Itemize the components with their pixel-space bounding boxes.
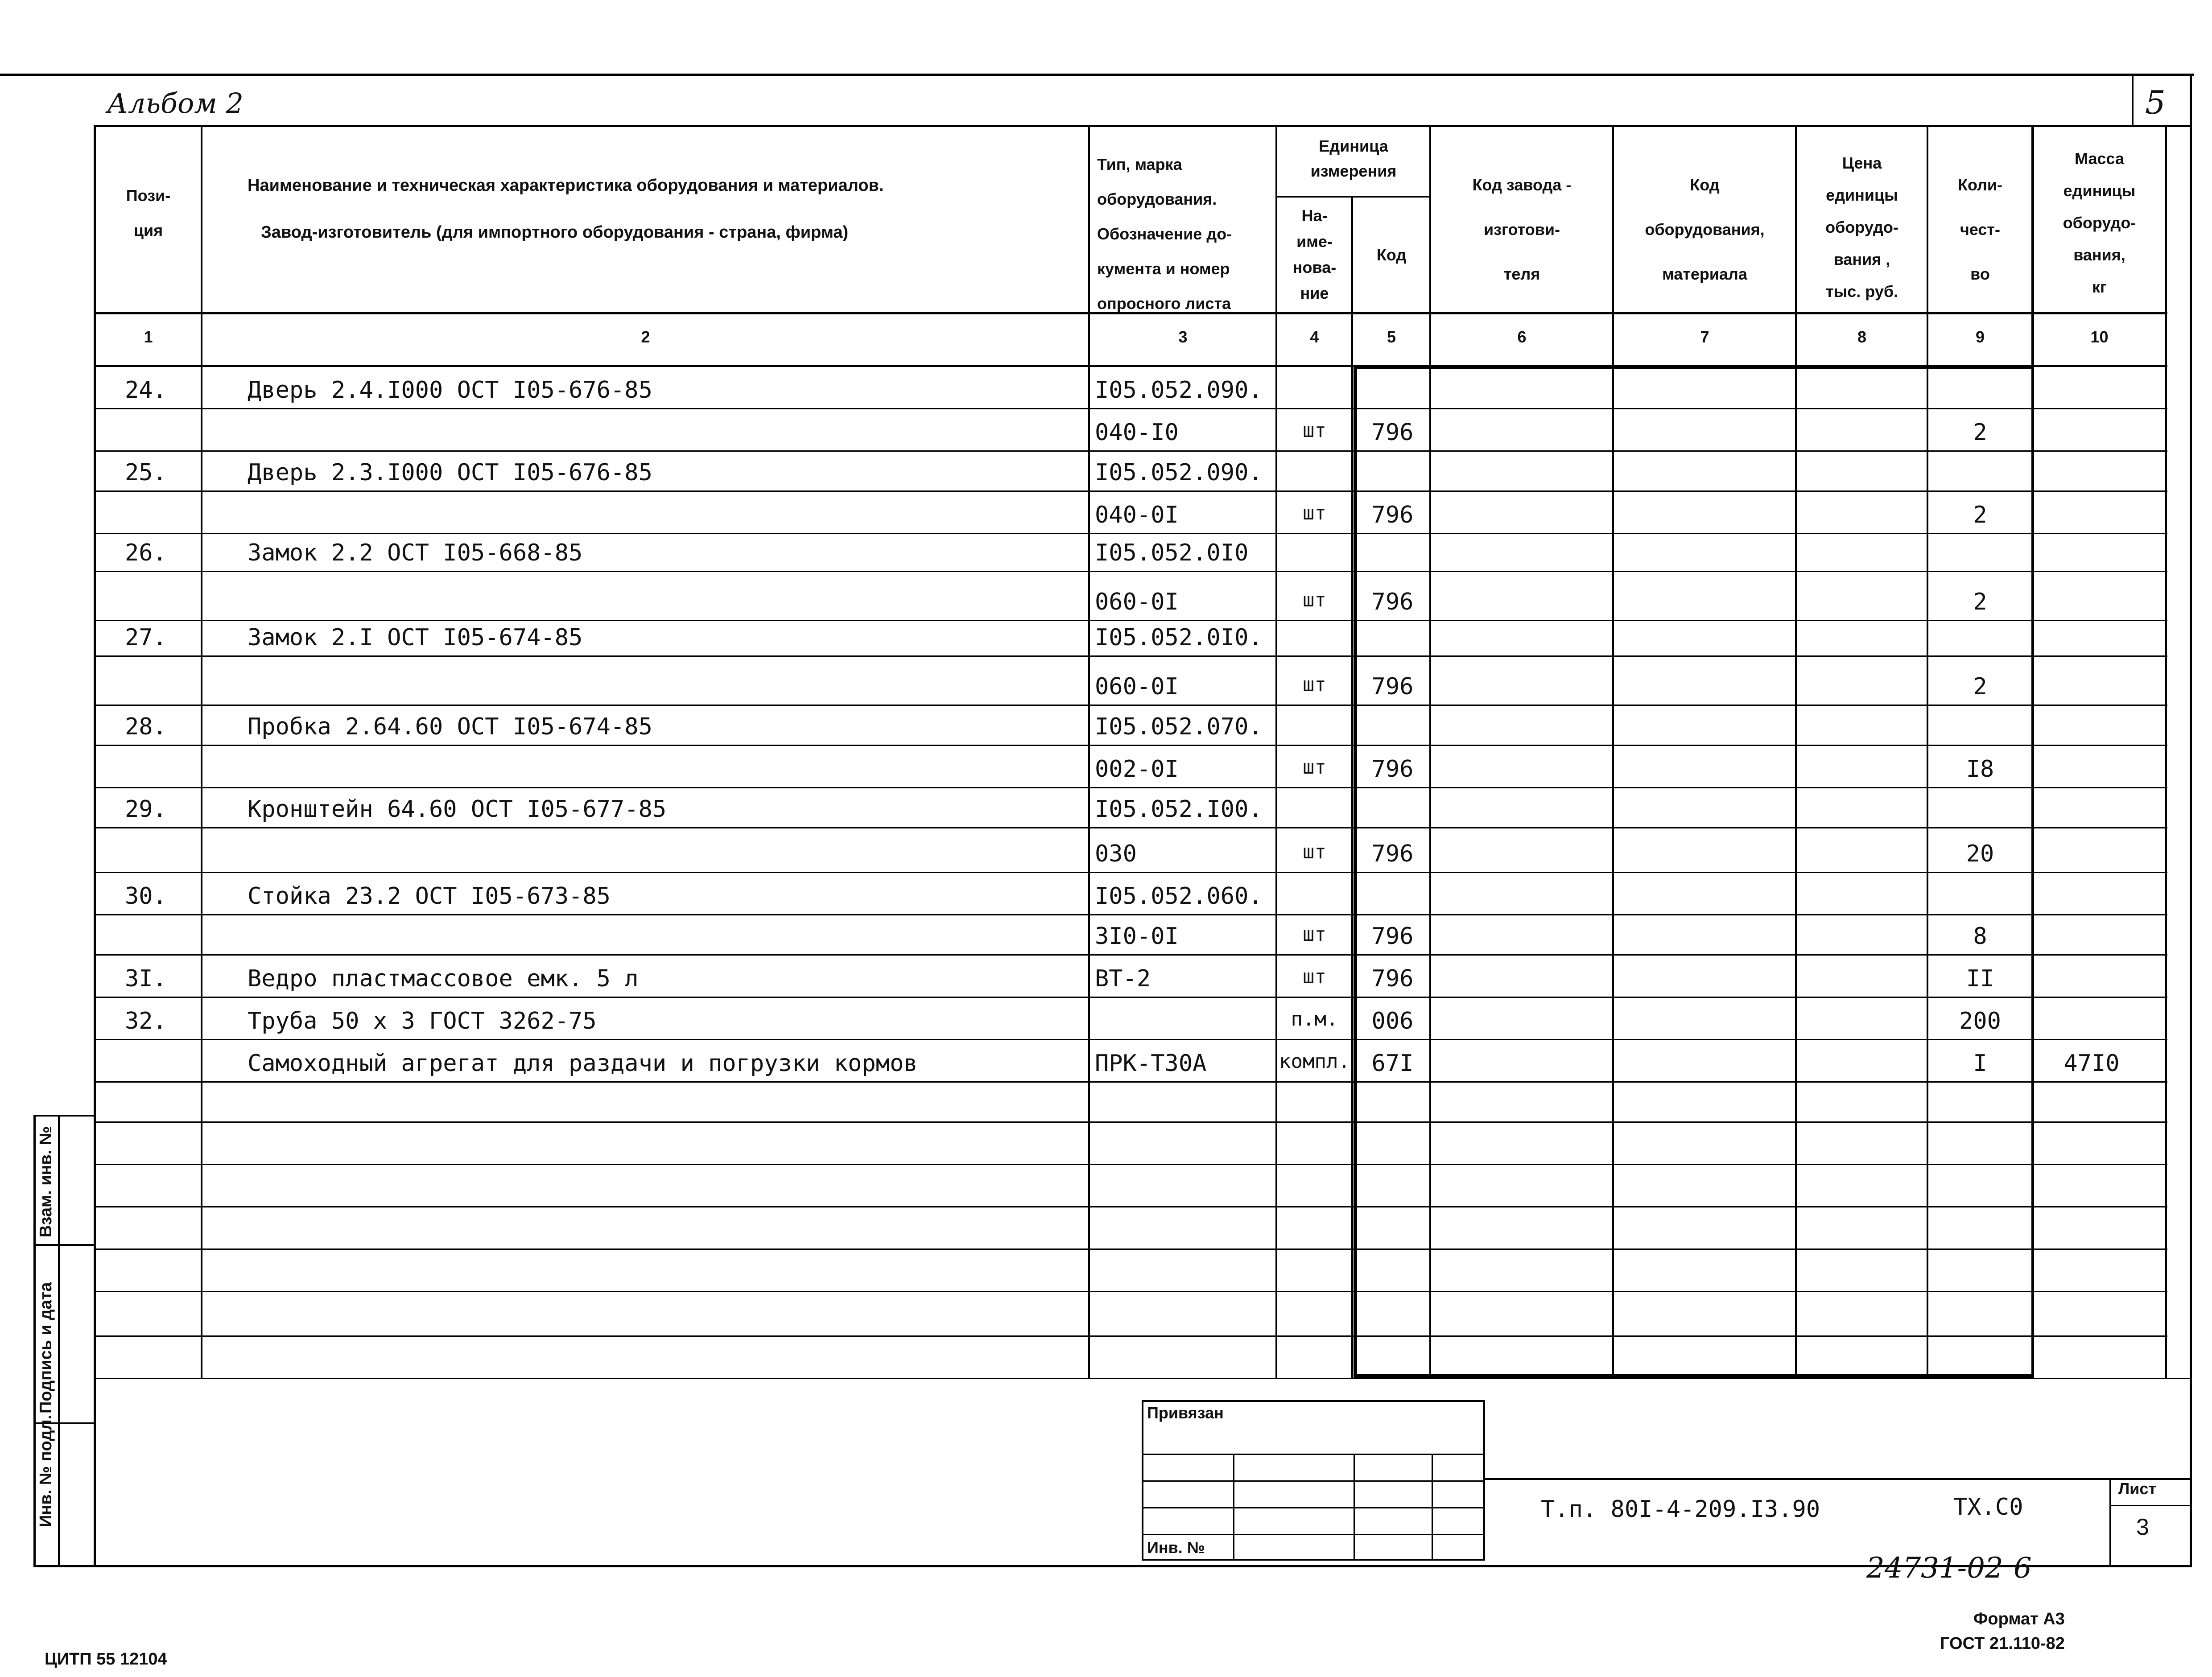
sheet-label: Лист — [2118, 1479, 2157, 1498]
cell-unit: шт — [1303, 756, 1326, 779]
header-unit-code: Код — [1376, 246, 1407, 264]
header-name-line2: Завод-изготовитель (для импортного оборудования - страна, фирма) — [261, 223, 849, 242]
cell-pos: 27. — [125, 624, 167, 651]
cell-type: 060-0I — [1095, 673, 1179, 700]
cell-type: 030 — [1095, 841, 1137, 867]
sheet-number: 3 — [2136, 1514, 2149, 1540]
col-number-8: 8 — [1857, 328, 1867, 346]
cell-unit: шт — [1303, 965, 1326, 988]
cell-code: 006 — [1371, 1008, 1414, 1034]
cell-qty: 2 — [1973, 502, 1987, 528]
cell-pos: 26. — [125, 540, 167, 566]
document-code: Т.п. 80I-4-209.I3.90 — [1541, 1496, 1820, 1523]
cell-qty: I8 — [1966, 756, 1994, 783]
format-label: Формат А3 — [1973, 1610, 2065, 1628]
cell-qty: I — [1973, 1050, 1987, 1077]
inv-no-label: Инв. № — [1147, 1538, 1205, 1557]
privyazan-label: Привязан — [1147, 1404, 1224, 1422]
cell-unit: п.м. — [1291, 1008, 1338, 1030]
header-position: Пози- ция — [126, 186, 171, 239]
cell-mass: 47I0 — [2063, 1050, 2120, 1077]
cell-unit: шт — [1303, 923, 1326, 946]
col-number-9: 9 — [1975, 328, 1985, 346]
cell-pos: 30. — [125, 883, 167, 910]
cell-name: Дверь 2.4.I000 ОСТ I05-676-85 — [248, 377, 652, 404]
cell-type: 060-0I — [1095, 589, 1179, 615]
cell-name: Пробка 2.64.60 ОСТ I05-674-85 — [248, 713, 652, 740]
cell-type: I05.052.0I0 — [1095, 540, 1249, 566]
cell-qty: 8 — [1973, 923, 1987, 950]
cell-code: 796 — [1371, 756, 1414, 783]
col-number-6: 6 — [1517, 328, 1527, 346]
col-number-10: 10 — [2090, 328, 2109, 346]
cell-code: 796 — [1371, 841, 1414, 867]
cell-name: Замок 2.I ОСТ I05-674-85 — [248, 624, 583, 651]
header-quantity: Коли- чест- во — [1957, 176, 2003, 283]
cell-type: ПРК-Т30А — [1095, 1050, 1207, 1077]
page-number: 5 — [2145, 84, 2166, 121]
cell-type: I05.052.090. — [1095, 377, 1263, 404]
col-number-2: 2 — [641, 328, 650, 346]
cell-pos: 3I. — [125, 965, 167, 992]
cell-code: 796 — [1371, 502, 1414, 528]
gost-label: ГОСТ 21.110-82 — [1940, 1634, 2065, 1653]
cell-name: Ведро пластмассовое емк. 5 л — [248, 965, 639, 992]
cell-code: 796 — [1371, 923, 1414, 950]
section-code: ТХ.С0 — [1953, 1494, 2023, 1520]
header-price: Цена единицы оборудо- вания , тыс. руб. — [1825, 154, 1898, 301]
cell-type: 040-0I — [1095, 502, 1179, 528]
cell-type: I05.052.070. — [1095, 713, 1263, 740]
cell-unit: компл. — [1279, 1050, 1350, 1073]
cell-name: Самоходный агрегат для раздачи и погрузки кормов — [248, 1050, 918, 1077]
cell-type: I05.052.0I0. — [1095, 624, 1263, 651]
cell-qty: 200 — [1959, 1008, 2001, 1034]
cell-code: 796 — [1371, 673, 1414, 700]
cell-unit: шт — [1303, 673, 1326, 696]
cell-type: I05.052.090. — [1095, 459, 1263, 486]
cell-unit: шт — [1303, 419, 1326, 442]
col-number-4: 4 — [1310, 328, 1319, 346]
cell-pos: 29. — [125, 796, 167, 823]
cell-name: Дверь 2.3.I000 ОСТ I05-676-85 — [248, 459, 652, 486]
cell-unit: шт — [1303, 502, 1326, 524]
cell-qty: II — [1966, 965, 1994, 992]
cell-type: 3I0-0I — [1095, 923, 1179, 950]
header-unit-name: На- име- нова- ние — [1292, 206, 1337, 302]
col-number-7: 7 — [1700, 328, 1709, 346]
cell-pos: 25. — [125, 459, 167, 486]
cell-unit: шт — [1303, 589, 1326, 611]
cell-code: 796 — [1371, 589, 1414, 615]
cell-code: 67I — [1371, 1050, 1414, 1077]
cell-pos: 24. — [125, 377, 167, 404]
header-equipment-code: Код оборудования, материала — [1645, 176, 1765, 283]
cell-qty: 2 — [1973, 419, 1987, 446]
header-type: Тип, марка оборудования. Обозначение до- кумента и номер опросного листа — [1097, 155, 1232, 313]
col-number-3: 3 — [1178, 328, 1188, 346]
cell-pos: 28. — [125, 713, 167, 740]
col-number-1: 1 — [144, 328, 153, 346]
cell-name: Замок 2.2 ОСТ I05-668-85 — [248, 540, 583, 566]
cell-type: 002-0I — [1095, 756, 1179, 783]
col-number-5: 5 — [1387, 328, 1396, 346]
cell-qty: 20 — [1966, 841, 1994, 867]
cell-unit: шт — [1303, 841, 1326, 863]
album-label: Альбом 2 — [107, 87, 243, 119]
cell-name: Стойка 23.2 ОСТ I05-673-85 — [248, 883, 611, 910]
cell-qty: 2 — [1973, 589, 1987, 615]
cell-type: 040-I0 — [1095, 419, 1179, 446]
side-label-original-inv: Инв. № подл. — [37, 1414, 55, 1527]
header-mass: Масса единицы оборудо- вания, кг — [2063, 149, 2136, 296]
header-factory-code: Код завода - изготови- теля — [1472, 176, 1572, 283]
cell-type: I05.052.I00. — [1095, 796, 1263, 823]
header-unit-group: Единица измерения — [1310, 137, 1397, 180]
cell-pos: 32. — [125, 1008, 167, 1034]
cell-type: ВТ-2 — [1095, 965, 1151, 992]
handwritten-page: 6 — [2014, 1552, 2032, 1585]
cell-qty: 2 — [1973, 673, 1987, 700]
cell-name: Труба 50 х 3 ГОСТ 3262-75 — [248, 1008, 597, 1034]
handwritten-registration-number: 24731-02 — [1866, 1552, 2003, 1585]
printer-label: ЦИТП 55 12104 — [45, 1650, 167, 1669]
cell-code: 796 — [1371, 419, 1414, 446]
header-name-line1: Наименование и техническая характеристика оборудования и материалов. — [248, 176, 884, 195]
side-label-signature-date: Подпись и дата — [37, 1282, 55, 1413]
cell-name: Кронштейн 64.60 ОСТ I05-677-85 — [248, 796, 667, 823]
side-label-replacement-inv: Взам. инв. № — [37, 1126, 55, 1237]
cell-type: I05.052.060. — [1095, 883, 1263, 910]
cell-code: 796 — [1371, 965, 1414, 992]
